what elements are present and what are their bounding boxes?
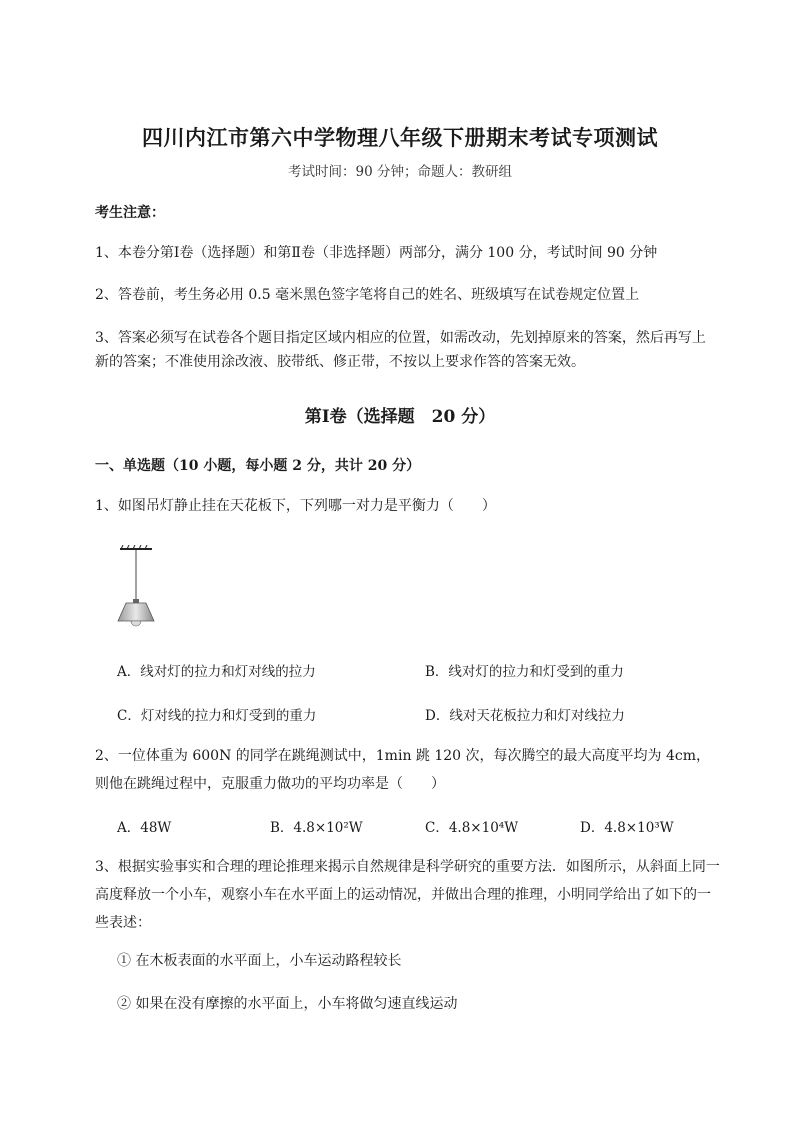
q2-option-d: D．4.8×10³W — [580, 820, 674, 836]
question-3-stem: 3、根据实验事实和合理的理论推理来揭示自然规律是科学研究的重要方法．如图所示，从斜面上同一高度释放一个小车，观察小车在水平面上的运动情况，并做出合理的推理，小明同学给出了如下的一些表述： — [95, 859, 720, 931]
q1-option-c: C．灯对线的拉力和灯受到的重力 — [117, 708, 317, 724]
q1-option-d: D．线对天花板拉力和灯对线拉力 — [425, 708, 625, 724]
section-title: 第Ⅰ卷（选择题 20 分） — [304, 407, 496, 427]
exam-subtitle: 考试时间：90 分钟；命题人：教研组 — [288, 164, 512, 180]
part-heading: 一、单选题（10 小题，每小题 2 分，共计 20 分） — [95, 458, 421, 474]
hanging-lamp-figure — [112, 545, 158, 635]
note-item: 2、答卷前，考生务必用 0.5 毫米黑色签字笔将自己的姓名、班级填写在试卷规定位置上 — [95, 287, 640, 303]
note-item: 3、答案必须写在试卷各个题目指定区域内相应的位置，如需改动，先划掉原来的答案，然后再写上新的答案；不准使用涂改液、胶带纸、修正带，不按以上要求作答的答案无效。 — [95, 330, 706, 370]
notes-heading: 考生注意： — [95, 205, 165, 221]
light-bulb — [131, 621, 141, 626]
ceiling-hatch — [120, 545, 152, 549]
question-2-stem: 2、一位体重为 600N 的同学在跳绳测试中，1min 跳 120 次，每次腾空的最大高度平均为 4cm，则他在跳绳过程中，克服重力做功的平均功率是（ ） — [95, 748, 710, 792]
q3-statement-2: ② 如果在没有摩擦的水平面上，小车将做匀速直线运动 — [117, 996, 458, 1012]
lamp-socket — [133, 599, 139, 603]
question-1-stem: 1、如图吊灯静止挂在天花板下，下列哪一对力是平衡力（ ） — [95, 498, 496, 514]
q2-option-a: A．48W — [117, 820, 172, 836]
q2-option-c: C．4.8×10⁴W — [425, 820, 519, 836]
lamp-shade — [118, 603, 154, 621]
q1-option-b: B．线对灯的拉力和灯受到的重力 — [425, 664, 624, 680]
q1-option-a: A．线对灯的拉力和灯对线的拉力 — [117, 664, 316, 680]
q3-statement-1: ① 在木板表面的水平面上，小车运动路程较长 — [117, 953, 402, 969]
note-item: 1、本卷分第Ⅰ卷（选择题）和第Ⅱ卷（非选择题）两部分，满分 100 分，考试时间 90 分钟 — [95, 245, 658, 261]
q2-option-b: B．4.8×10²W — [270, 820, 363, 836]
exam-title: 四川内江市第六中学物理八年级下册期末考试专项测试 — [142, 125, 658, 150]
